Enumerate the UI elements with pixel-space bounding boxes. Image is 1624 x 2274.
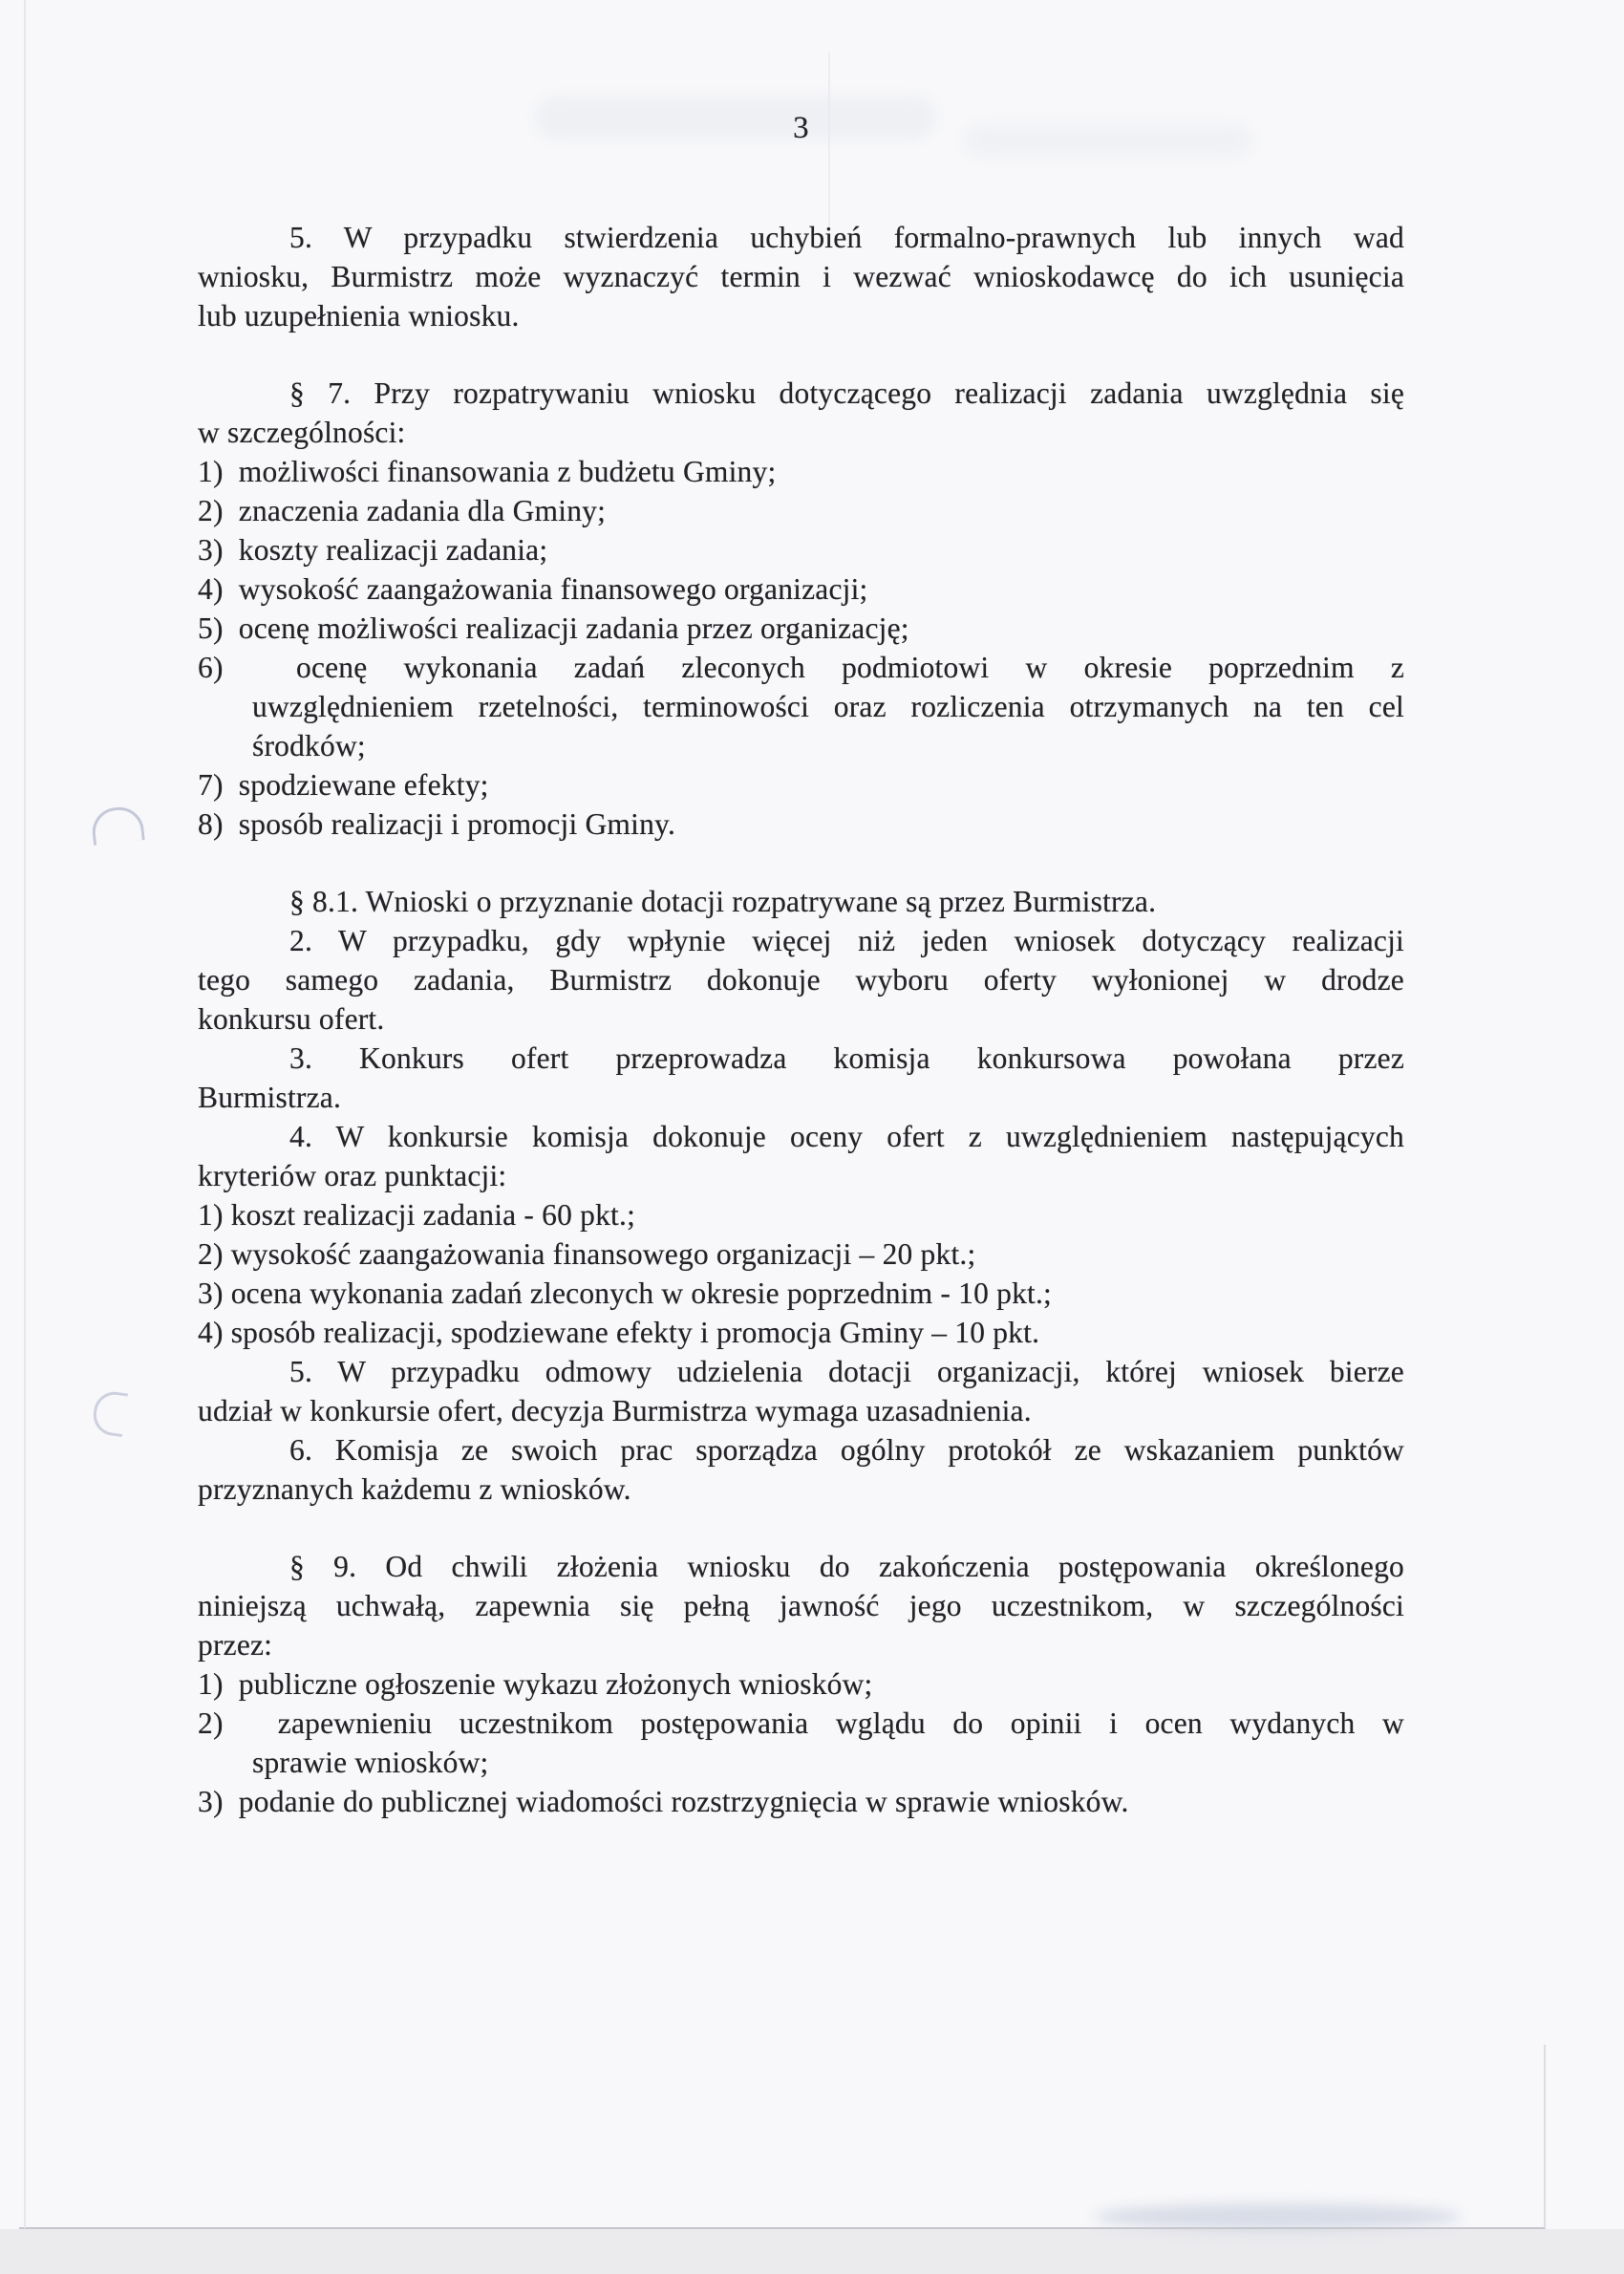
text-line: 2) znaczenia zadania dla Gminy; — [198, 494, 607, 527]
text-line: 5) ocenę możliwości realizacji zadania przez organizację; — [198, 611, 909, 645]
paragraph-5 — [198, 218, 1404, 335]
text-line: 6) ocenę wykonania zadań zleconych podmiotowi w okresie poprzednim z — [198, 651, 1404, 684]
text-line: § 9. Od chwili złożenia wniosku do zakończenia postępowania określonego — [289, 1550, 1404, 1583]
document-body — [198, 218, 1404, 1821]
text-line: 3) ocena wykonania zadań zleconych w okresie poprzednim - 10 pkt.; — [198, 1276, 1053, 1310]
text-line: 3) podanie do publicznej wiadomości rozstrzygnięcia w sprawie wniosków. — [198, 1785, 1129, 1818]
text-line: 2) zapewnieniu uczestnikom postępowania wglądu do opinii i ocen wydanych w — [198, 1706, 1404, 1740]
text-line: kryteriów oraz punktacji: — [198, 1159, 507, 1192]
text-line: 1) możliwości finansowania z budżetu Gminy; — [198, 455, 777, 488]
text-line: § 8.1. Wnioski o przyznanie dotacji rozpatrywane są przez Burmistrza. — [289, 885, 1157, 918]
text-line: 4) sposób realizacji, spodziewane efekty i promocja Gminy – 10 pkt. — [198, 1316, 1040, 1349]
text-line: 2. W przypadku, gdy wpłynie więcej niż jeden wniosek dotyczący realizacji — [289, 924, 1404, 957]
text-line: tego samego zadania, Burmistrz dokonuje wyboru oferty wyłonionej w drodze — [198, 963, 1404, 997]
page-right-edge — [1544, 2045, 1546, 2228]
text-line: 4. W konkursie komisja dokonuje oceny ofert z uwzględnieniem następujących — [289, 1120, 1404, 1153]
text-line: 8) sposób realizacji i promocji Gminy. — [198, 807, 676, 841]
section-9 — [198, 1547, 1404, 1821]
scanner-background-strip — [0, 2229, 1624, 2274]
page-left-edge — [24, 0, 26, 2228]
text-line: wniosku, Burmistrz może wyznaczyć termin i wezwać wnioskodawcę do ich usunięcia — [198, 260, 1404, 293]
text-line: 5. W przypadku stwierdzenia uchybień formalno-prawnych lub innych wad — [289, 221, 1404, 254]
text-line: 5. W przypadku odmowy udzielenia dotacji organizacji, której wniosek bierze — [289, 1355, 1404, 1388]
text-line: niniejszą uchwałą, zapewnia się pełną jawność jego uczestnikom, w szczególności — [198, 1589, 1404, 1622]
text-line: konkursu ofert. — [198, 1002, 385, 1036]
text-line: 7) spodziewane efekty; — [198, 768, 489, 802]
text-line: 2) wysokość zaangażowania finansowego organizacji – 20 pkt.; — [198, 1237, 976, 1271]
text-line: 3) koszty realizacji zadania; — [198, 533, 548, 567]
bottom-smudge — [1094, 2203, 1462, 2230]
text-line: udział w konkursie ofert, decyzja Burmistrza wymaga uzasadnienia. — [198, 1394, 1032, 1427]
pen-arc-mark — [91, 1389, 128, 1437]
text-line: w szczególności: — [198, 416, 406, 449]
page-bottom-edge — [19, 2227, 1546, 2229]
text-line: przyznanych każdemu z wniosków. — [198, 1472, 631, 1506]
text-line: lub uzupełnienia wniosku. — [198, 299, 520, 333]
text-line: 1) publiczne ogłoszenie wykazu złożonych wniosków; — [198, 1667, 873, 1701]
text-line: 3. Konkurs ofert przeprowadza komisja konkursowa powołana przez — [289, 1041, 1404, 1075]
text-line: Burmistrza. — [198, 1081, 342, 1114]
text-line: 6. Komisja ze swoich prac sporządza ogólny protokół ze wskazaniem punktów — [289, 1433, 1404, 1467]
text-line: sprawie wniosków; — [252, 1746, 489, 1779]
text-line: uwzględnieniem rzetelności, terminowości oraz rozliczenia otrzymanych na ten cel — [252, 690, 1404, 723]
text-line: 4) wysokość zaangażowania finansowego organizacji; — [198, 572, 868, 606]
pen-arc-mark — [90, 804, 145, 845]
page-number: 3 — [793, 111, 809, 145]
text-line: 1) koszt realizacji zadania - 60 pkt.; — [198, 1198, 636, 1232]
section-7 — [198, 374, 1404, 844]
section-8 — [198, 882, 1404, 1509]
text-line: środków; — [252, 729, 366, 762]
text-line: przez: — [198, 1628, 273, 1662]
text-line: § 7. Przy rozpatrywaniu wniosku dotyczącego realizacji zadania uwzględnia się — [289, 376, 1404, 410]
